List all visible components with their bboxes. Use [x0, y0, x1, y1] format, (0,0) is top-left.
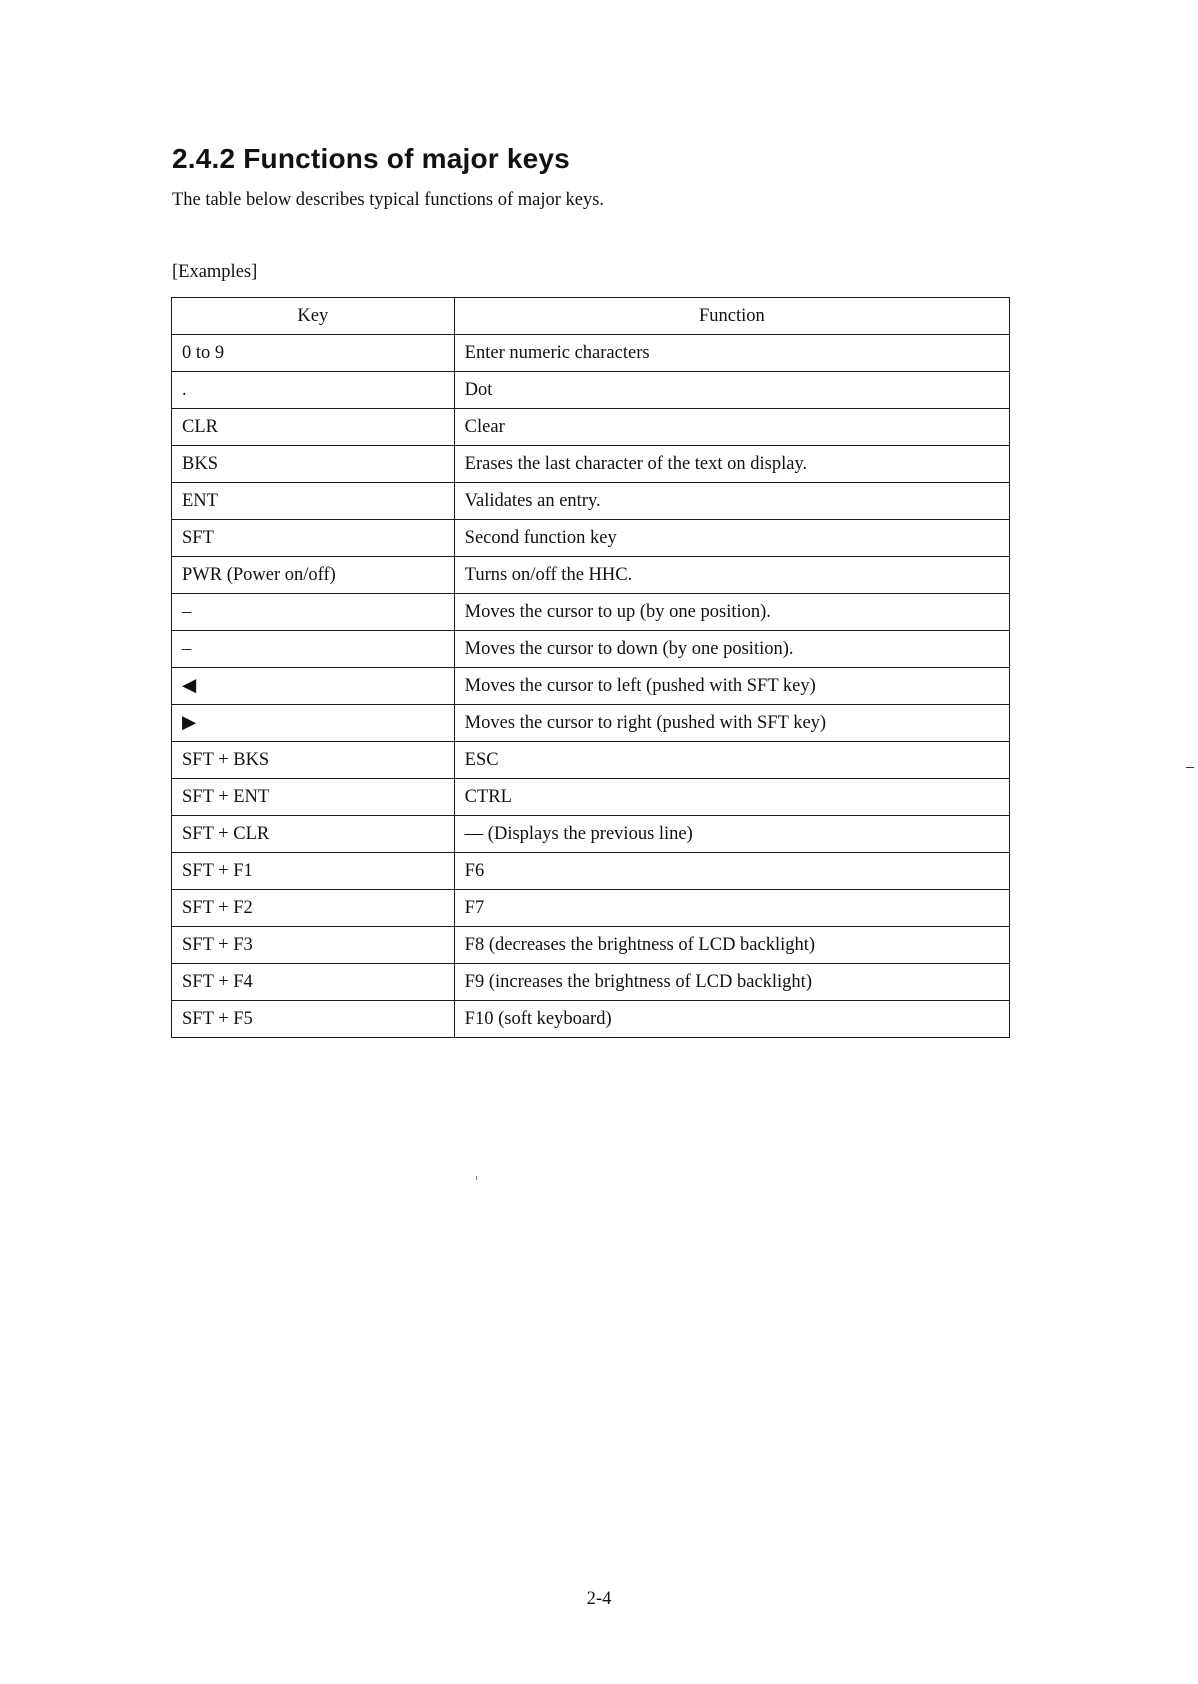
table-row [172, 779, 1010, 816]
table-row [172, 964, 1010, 1001]
function-cell: ESC [454, 742, 1009, 779]
key-cell: ◀ [172, 668, 455, 705]
function-cell: F9 (increases the brightness of LCD backlight) [454, 964, 1009, 1001]
table-row [172, 853, 1010, 890]
table-row [172, 557, 1010, 594]
table-row [172, 520, 1010, 557]
function-cell: F10 (soft keyboard) [454, 1001, 1009, 1038]
key-cell: SFT [172, 520, 455, 557]
key-cell: SFT + F3 [172, 927, 455, 964]
table-row [172, 890, 1010, 927]
key-cell: SFT + F2 [172, 890, 455, 927]
margin-mark [1186, 767, 1194, 768]
table-row [172, 446, 1010, 483]
function-cell: Clear [454, 409, 1009, 446]
function-cell: Moves the cursor to down (by one position). [454, 631, 1009, 668]
key-cell: SFT + F4 [172, 964, 455, 1001]
table-row [172, 668, 1010, 705]
table-row [172, 1001, 1010, 1038]
key-cell: SFT + BKS [172, 742, 455, 779]
header-function: Function [454, 298, 1009, 335]
scan-speck [476, 1176, 477, 1180]
function-cell: F8 (decreases the brightness of LCD backlight) [454, 927, 1009, 964]
intro-text: The table below describes typical functions of major keys. [172, 190, 605, 210]
table-row [172, 594, 1010, 631]
key-cell: BKS [172, 446, 455, 483]
key-cell: SFT + F1 [172, 853, 455, 890]
function-cell: — (Displays the previous line) [454, 816, 1009, 853]
table-header-row [172, 298, 1010, 335]
key-cell: SFT + F5 [172, 1001, 455, 1038]
table-row [172, 372, 1010, 409]
function-cell: F6 [454, 853, 1009, 890]
key-cell: ENT [172, 483, 455, 520]
table-row [172, 927, 1010, 964]
function-cell: Validates an entry. [454, 483, 1009, 520]
key-cell: SFT + CLR [172, 816, 455, 853]
function-cell: Turns on/off the HHC. [454, 557, 1009, 594]
examples-label: [Examples] [172, 262, 258, 282]
table-row [172, 483, 1010, 520]
key-cell: 0 to 9 [172, 335, 455, 372]
function-cell: Dot [454, 372, 1009, 409]
key-functions-table [171, 297, 1010, 1038]
table-row [172, 816, 1010, 853]
function-cell: CTRL [454, 779, 1009, 816]
key-cell: CLR [172, 409, 455, 446]
header-key: Key [172, 298, 455, 335]
function-cell: Moves the cursor to up (by one position). [454, 594, 1009, 631]
key-cell: ▶ [172, 705, 455, 742]
function-cell: F7 [454, 890, 1009, 927]
section-heading: 2.4.2 Functions of major keys [172, 143, 570, 174]
function-cell: Enter numeric characters [454, 335, 1009, 372]
page-number: 2-4 [586, 1589, 612, 1609]
table-row [172, 742, 1010, 779]
key-cell: – [172, 594, 455, 631]
function-cell: Moves the cursor to left (pushed with SFT key) [454, 668, 1009, 705]
function-cell: Second function key [454, 520, 1009, 557]
key-cell: SFT + ENT [172, 779, 455, 816]
key-cell: – [172, 631, 455, 668]
table-row [172, 631, 1010, 668]
table-row [172, 705, 1010, 742]
table-row [172, 335, 1010, 372]
function-cell: Moves the cursor to right (pushed with SFT key) [454, 705, 1009, 742]
table-row [172, 409, 1010, 446]
key-cell: . [172, 372, 455, 409]
key-cell: PWR (Power on/off) [172, 557, 455, 594]
function-cell: Erases the last character of the text on display. [454, 446, 1009, 483]
